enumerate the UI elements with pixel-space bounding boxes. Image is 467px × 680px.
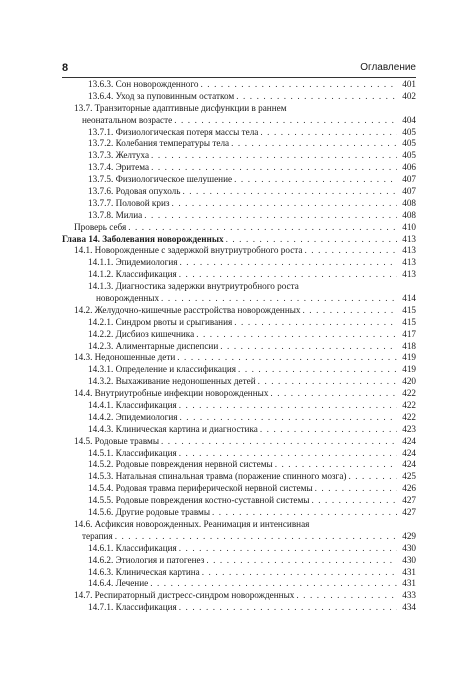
dot-leader: [174, 115, 397, 127]
dot-leader: [196, 329, 397, 341]
dot-leader: [226, 234, 397, 246]
toc-entry-page: 424: [402, 435, 416, 446]
toc-entry-page: 407: [402, 174, 416, 185]
toc-entry-title: 14.3.2. Выхаживание недоношенных детей: [88, 376, 256, 387]
toc-entry-page: 401: [402, 78, 416, 89]
toc-entry-page: 407: [402, 186, 416, 196]
toc-entry: [62, 531, 416, 543]
dot-leader: [180, 412, 397, 424]
toc-entry-page: 419: [402, 364, 416, 375]
dot-leader: [179, 448, 397, 460]
toc-entry-title: 13.7.6. Родовая опухоль: [88, 186, 181, 196]
toc-entry-page: 418: [402, 340, 416, 351]
dot-leader: [234, 317, 397, 329]
toc-entry: [62, 507, 416, 519]
toc-entry-title: 13.7.7. Половой криз: [88, 197, 170, 208]
toc-entry-title: 14.5.2. Родовые повреждения нервной системы: [88, 459, 273, 470]
dot-leader: [303, 305, 397, 317]
toc-entry-title: 14.3. Недоношенные дети: [74, 352, 176, 363]
header-rule: [62, 77, 416, 78]
toc-entry-title: 13.7.1. Физиологическая потеря массы тела: [88, 126, 259, 137]
toc-entry-page: 422: [402, 388, 416, 399]
toc-entry: [62, 436, 416, 448]
toc-entry: [62, 483, 416, 495]
toc-entry-title: 14.7. Респираторный дистресс-синдром новорожденных: [74, 590, 295, 601]
toc-entry: [62, 127, 416, 139]
toc-entry-title: 14.6.4. Лечение: [88, 578, 149, 589]
toc-entry-page: 431: [402, 578, 416, 589]
toc-entry-title: 13.7.3. Желтуха: [88, 150, 150, 161]
toc-entry-title: Глава 14. Заболевания новорожденных: [62, 233, 224, 244]
toc-entry-title: 14.1.2. Классификация: [88, 269, 177, 280]
toc-entry-title: 13.7.4. Эритема: [88, 162, 150, 173]
toc-entry: [62, 578, 416, 590]
toc-entry-title: 14.5.6. Другие родовые травмы: [88, 507, 210, 518]
toc-entry-title: 14.2. Желудочно-кишечные расстройства новорожденных: [74, 304, 301, 315]
toc-entry-title: Проверь себя: [74, 221, 127, 232]
toc-entry-page: 431: [402, 566, 416, 577]
toc-entry: [62, 364, 416, 376]
dot-leader: [180, 257, 397, 269]
toc-entry-title: 14.1.3. Диагностика задержки внутриутробного роста: [88, 281, 299, 292]
toc-entry: [62, 245, 416, 257]
running-head: Оглавление: [360, 62, 416, 73]
toc-entry-page: 422: [402, 400, 416, 411]
toc-entry-title: 14.2.3. Алиментарные диспепсии: [88, 340, 219, 351]
dot-leader: [161, 436, 397, 448]
dot-leader: [206, 555, 397, 567]
toc-entry: [62, 555, 416, 567]
toc-entry-page: 413: [402, 245, 416, 256]
toc-entry-page: 404: [402, 114, 416, 125]
toc-entry-title: 13.7. Транзиторные адаптивные дисфункции в раннем: [74, 102, 287, 113]
toc-entry-title: 14.2.1. Синдром рвоты и срыгивания: [88, 316, 233, 327]
toc-entry-page: 402: [402, 90, 416, 101]
toc-entry-page: 408: [402, 209, 416, 220]
toc-entry: [62, 138, 416, 150]
toc-entry: [62, 460, 416, 472]
toc-chapter-entry: [62, 234, 416, 246]
toc-entry: [62, 602, 416, 614]
toc-entry: [62, 471, 416, 483]
toc-entry: [62, 341, 416, 353]
dot-leader: [311, 495, 397, 507]
dot-leader: [202, 567, 397, 579]
dot-leader: [179, 602, 397, 614]
toc-entry: [62, 222, 416, 234]
toc-entry: [62, 103, 416, 115]
toc-entry: [62, 495, 416, 507]
toc-entry: [62, 269, 416, 281]
toc-entry-title: 14.6.1. Классификация: [88, 542, 177, 553]
dot-leader: [296, 590, 397, 602]
dot-leader: [128, 222, 397, 234]
toc-entry-title: 13.6.4. Уход за пуповинным остатком: [88, 90, 235, 101]
toc-entry-title: 13.6.3. Сон новорожденного: [88, 78, 199, 89]
dot-leader: [231, 138, 397, 150]
toc-entry-page: 429: [402, 530, 416, 541]
dot-leader: [270, 388, 397, 400]
toc-entry-page: 419: [402, 352, 416, 363]
toc-entry-page: 420: [402, 376, 416, 387]
toc-entry-title: 14.6. Асфиксия новорожденных. Реанимация и интенсивная: [74, 518, 310, 529]
toc-entry-title: 14.2.2. Дисбиоз кишечника: [88, 328, 195, 339]
toc-entry-page: 413: [402, 269, 416, 280]
toc-entry-page: 410: [402, 221, 416, 232]
toc-entry: [62, 388, 416, 400]
toc-entry-page: 422: [402, 411, 416, 422]
toc-entry-page: 427: [402, 495, 416, 506]
toc-entry-page: 405: [402, 150, 416, 161]
toc-entry-title: 14.4. Внутриутробные инфекции новорожденных: [74, 388, 269, 399]
toc-entry: [62, 198, 416, 210]
toc-entry-title: 14.5.1. Классификация: [88, 447, 177, 458]
toc-entry: [62, 590, 416, 602]
toc-entry-title: 14.4.1. Классификация: [88, 400, 177, 411]
dot-leader: [150, 578, 397, 590]
toc-entry-title: 14.5.4. Родовая травма периферической нервной системы: [88, 483, 313, 494]
toc-entry-title: 14.6.3. Клиническая картина: [88, 566, 200, 577]
dot-leader: [201, 79, 398, 91]
dot-leader: [115, 531, 397, 543]
dot-leader: [212, 507, 397, 519]
dot-leader: [260, 127, 397, 139]
toc-entry-title: 14.4.3. Клиническая картина и диагностика: [88, 423, 258, 434]
dot-leader: [260, 424, 397, 436]
toc-entry: [62, 150, 416, 162]
dot-leader: [348, 471, 397, 483]
dot-leader: [161, 293, 397, 305]
toc-entry-page: 426: [402, 483, 416, 494]
toc-entry-title: 14.4.2. Эпидемиология: [88, 411, 178, 422]
toc-entry-title: 14.5.3. Натальная спинальная травма (поражение спинного мозга): [88, 471, 347, 482]
toc-entry-page: 408: [402, 197, 416, 208]
toc-entry: [62, 352, 416, 364]
toc-entry: [62, 210, 416, 222]
dot-leader: [179, 400, 397, 412]
dot-leader: [305, 245, 398, 257]
toc-entry-page: 406: [402, 162, 416, 173]
toc-entry-title: 14.5.5. Родовые повреждения костно-суставной системы: [88, 495, 310, 506]
toc-entry: [62, 376, 416, 388]
toc-entry: [62, 257, 416, 269]
toc-entry-page: 434: [402, 602, 416, 613]
toc-entry-title: 14.7.1. Классификация: [88, 602, 177, 613]
toc-entry: [62, 305, 416, 317]
toc-entry-page: 425: [402, 471, 416, 482]
toc-entry-page: 413: [402, 257, 416, 268]
toc-entry-title: 14.6.2. Этиология и патогенез: [88, 554, 205, 565]
toc-entry-title: 13.7.2. Колебания температуры тела: [88, 138, 230, 149]
toc-entry-title: 14.5. Родовые травмы: [74, 435, 160, 446]
toc-entry-page: 430: [402, 554, 416, 565]
toc-entry-title: 14.3.1. Определение и классификация: [88, 364, 237, 375]
toc-entry: [62, 79, 416, 91]
dot-leader: [179, 269, 397, 281]
toc-entry: [62, 412, 416, 424]
toc-entry-title: терапия: [82, 530, 113, 541]
toc-entry-page: 423: [402, 423, 416, 434]
table-of-contents: [62, 79, 416, 614]
toc-entry-title: 13.7.5. Физиологическое шелушение: [88, 174, 233, 185]
toc-entry-page: 405: [402, 138, 416, 149]
dot-leader: [220, 341, 397, 353]
toc-entry-title: 14.1.1. Эпидемиология: [88, 257, 178, 268]
toc-entry: [62, 281, 416, 293]
toc-entry-page: 430: [402, 542, 416, 553]
toc-entry-page: 415: [402, 304, 416, 315]
dot-leader: [172, 198, 397, 210]
toc-entry-title: неонатальном возрасте: [82, 114, 173, 125]
toc-entry-title: новорожденных: [96, 293, 160, 304]
toc-entry-page: 414: [402, 293, 416, 304]
toc-entry-page: 427: [402, 507, 416, 518]
page-number: 8: [62, 62, 69, 74]
toc-entry: [62, 519, 416, 531]
toc-entry-page: 415: [402, 316, 416, 327]
dot-leader: [144, 210, 397, 222]
toc-entry: [62, 174, 416, 186]
toc-entry-page: 424: [402, 459, 416, 470]
toc-entry-page: 413: [402, 233, 416, 244]
toc-entry: [62, 424, 416, 436]
toc-entry: [62, 186, 416, 198]
toc-entry-title: 13.7.8. Милиа: [88, 209, 143, 220]
toc-entry-page: 417: [402, 328, 416, 339]
toc-entry: [62, 543, 416, 555]
toc-entry: [62, 317, 416, 329]
toc-entry: [62, 91, 416, 103]
dot-leader: [177, 352, 397, 364]
toc-entry: [62, 567, 416, 579]
dot-leader: [275, 459, 397, 471]
dot-leader: [151, 150, 397, 162]
dot-leader: [151, 162, 397, 174]
toc-entry: [62, 293, 416, 305]
toc-entry-page: 405: [402, 126, 416, 137]
toc-entry: [62, 162, 416, 174]
dot-leader: [234, 174, 397, 186]
dot-leader: [238, 364, 397, 376]
toc-entry-page: 433: [402, 590, 416, 601]
dot-leader: [179, 543, 397, 555]
page-header: [62, 62, 416, 78]
dot-leader: [315, 483, 397, 495]
dot-leader: [236, 91, 397, 103]
toc-entry: [62, 448, 416, 460]
toc-entry: [62, 115, 416, 127]
toc-entry-title: 14.1. Новорожденные с задержкой внутриутробного роста: [74, 245, 303, 256]
toc-entry-page: 424: [402, 447, 416, 458]
toc-entry: [62, 400, 416, 412]
dot-leader: [182, 186, 397, 198]
dot-leader: [258, 376, 397, 388]
toc-entry: [62, 329, 416, 341]
